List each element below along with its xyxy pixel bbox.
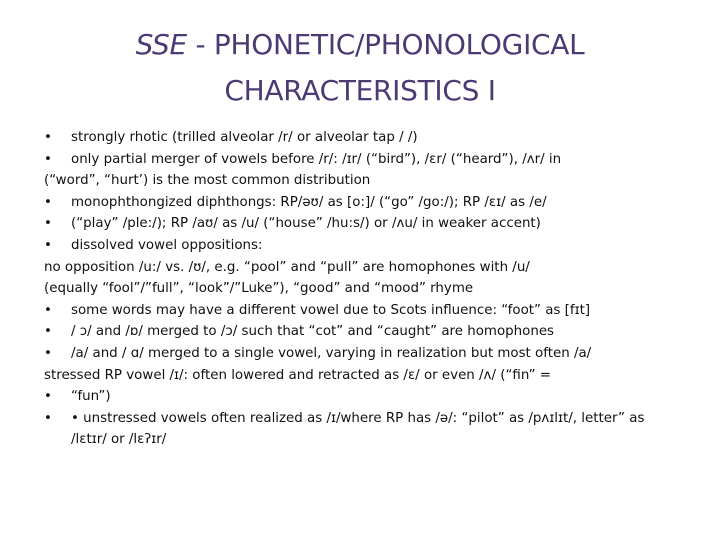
text-line-distribution: (“word”, “hurt’) is the most common distribution [44,173,371,189]
bullet-cot-caught: • / ɔ/ and /ɒ/ merged to /ɔ/ such that “cot” and “caught” are homophones [44,321,684,343]
title-line-1-rest: - PHONETIC/PHONOLOGICAL [186,28,585,61]
slide-body [44,127,684,451]
bullet-dissolved-oppositions: • dissolved vowel oppositions: [44,235,684,257]
bullet-monophthongized: • monophthongized diphthongs: RP/əʊ/ as [o:]/ (“go” /go:/); RP /ɛɪ/ as /e/ [44,192,684,214]
bullet-play-house: • (“play” /ple:/); RP /aʊ/ as /u/ (“house” /hu:s/) or /ʌu/ in weaker accent) [44,213,684,235]
bullet-a-merger: • /a/ and / ɑ/ merged to a single vowel, varying in realization but most often /a/ [44,343,684,365]
title-sse: SSE [135,28,187,61]
bullet-rhotic: • strongly rhotic (trilled alveolar /r/ or alveolar tap / /) [44,127,684,149]
slide-title [0,22,720,114]
bullet-scots-influence: • some words may have a different vowel due to Scots influence: “foot” as [fɪt] [44,300,684,322]
bullet-partial-merger: • only partial merger of vowels before /r/: /ɪr/ (“bird”), /ɛr/ (“heard”), /ʌr/ in [44,149,684,171]
text-line-equally: (equally “fool”/”full”, “look”/”Luke”), “good” and “mood” rhyme [44,281,474,297]
bullet-fun: • “fun”) [44,386,684,408]
title-line-1 [0,22,720,68]
text-line-no-opposition: no opposition /u:/ vs. /ʊ/, e.g. “pool” and “pull” are homophones with /u/ [44,259,530,275]
title-line-2: CHARACTERISTICS I [224,74,496,107]
text-line-stressed-vowel: stressed RP vowel /ɪ/: often lowered and retracted as /ɛ/ or even /ʌ/ (“fin” = [44,367,552,383]
bullet-unstressed-vowels: • • unstressed vowels often realized as /ɪ/where RP has /ə/: “pilot” as /pʌɪlɪt/, letter” as /lɛtɪr/ or /lɛʔɪr/ [44,408,684,451]
